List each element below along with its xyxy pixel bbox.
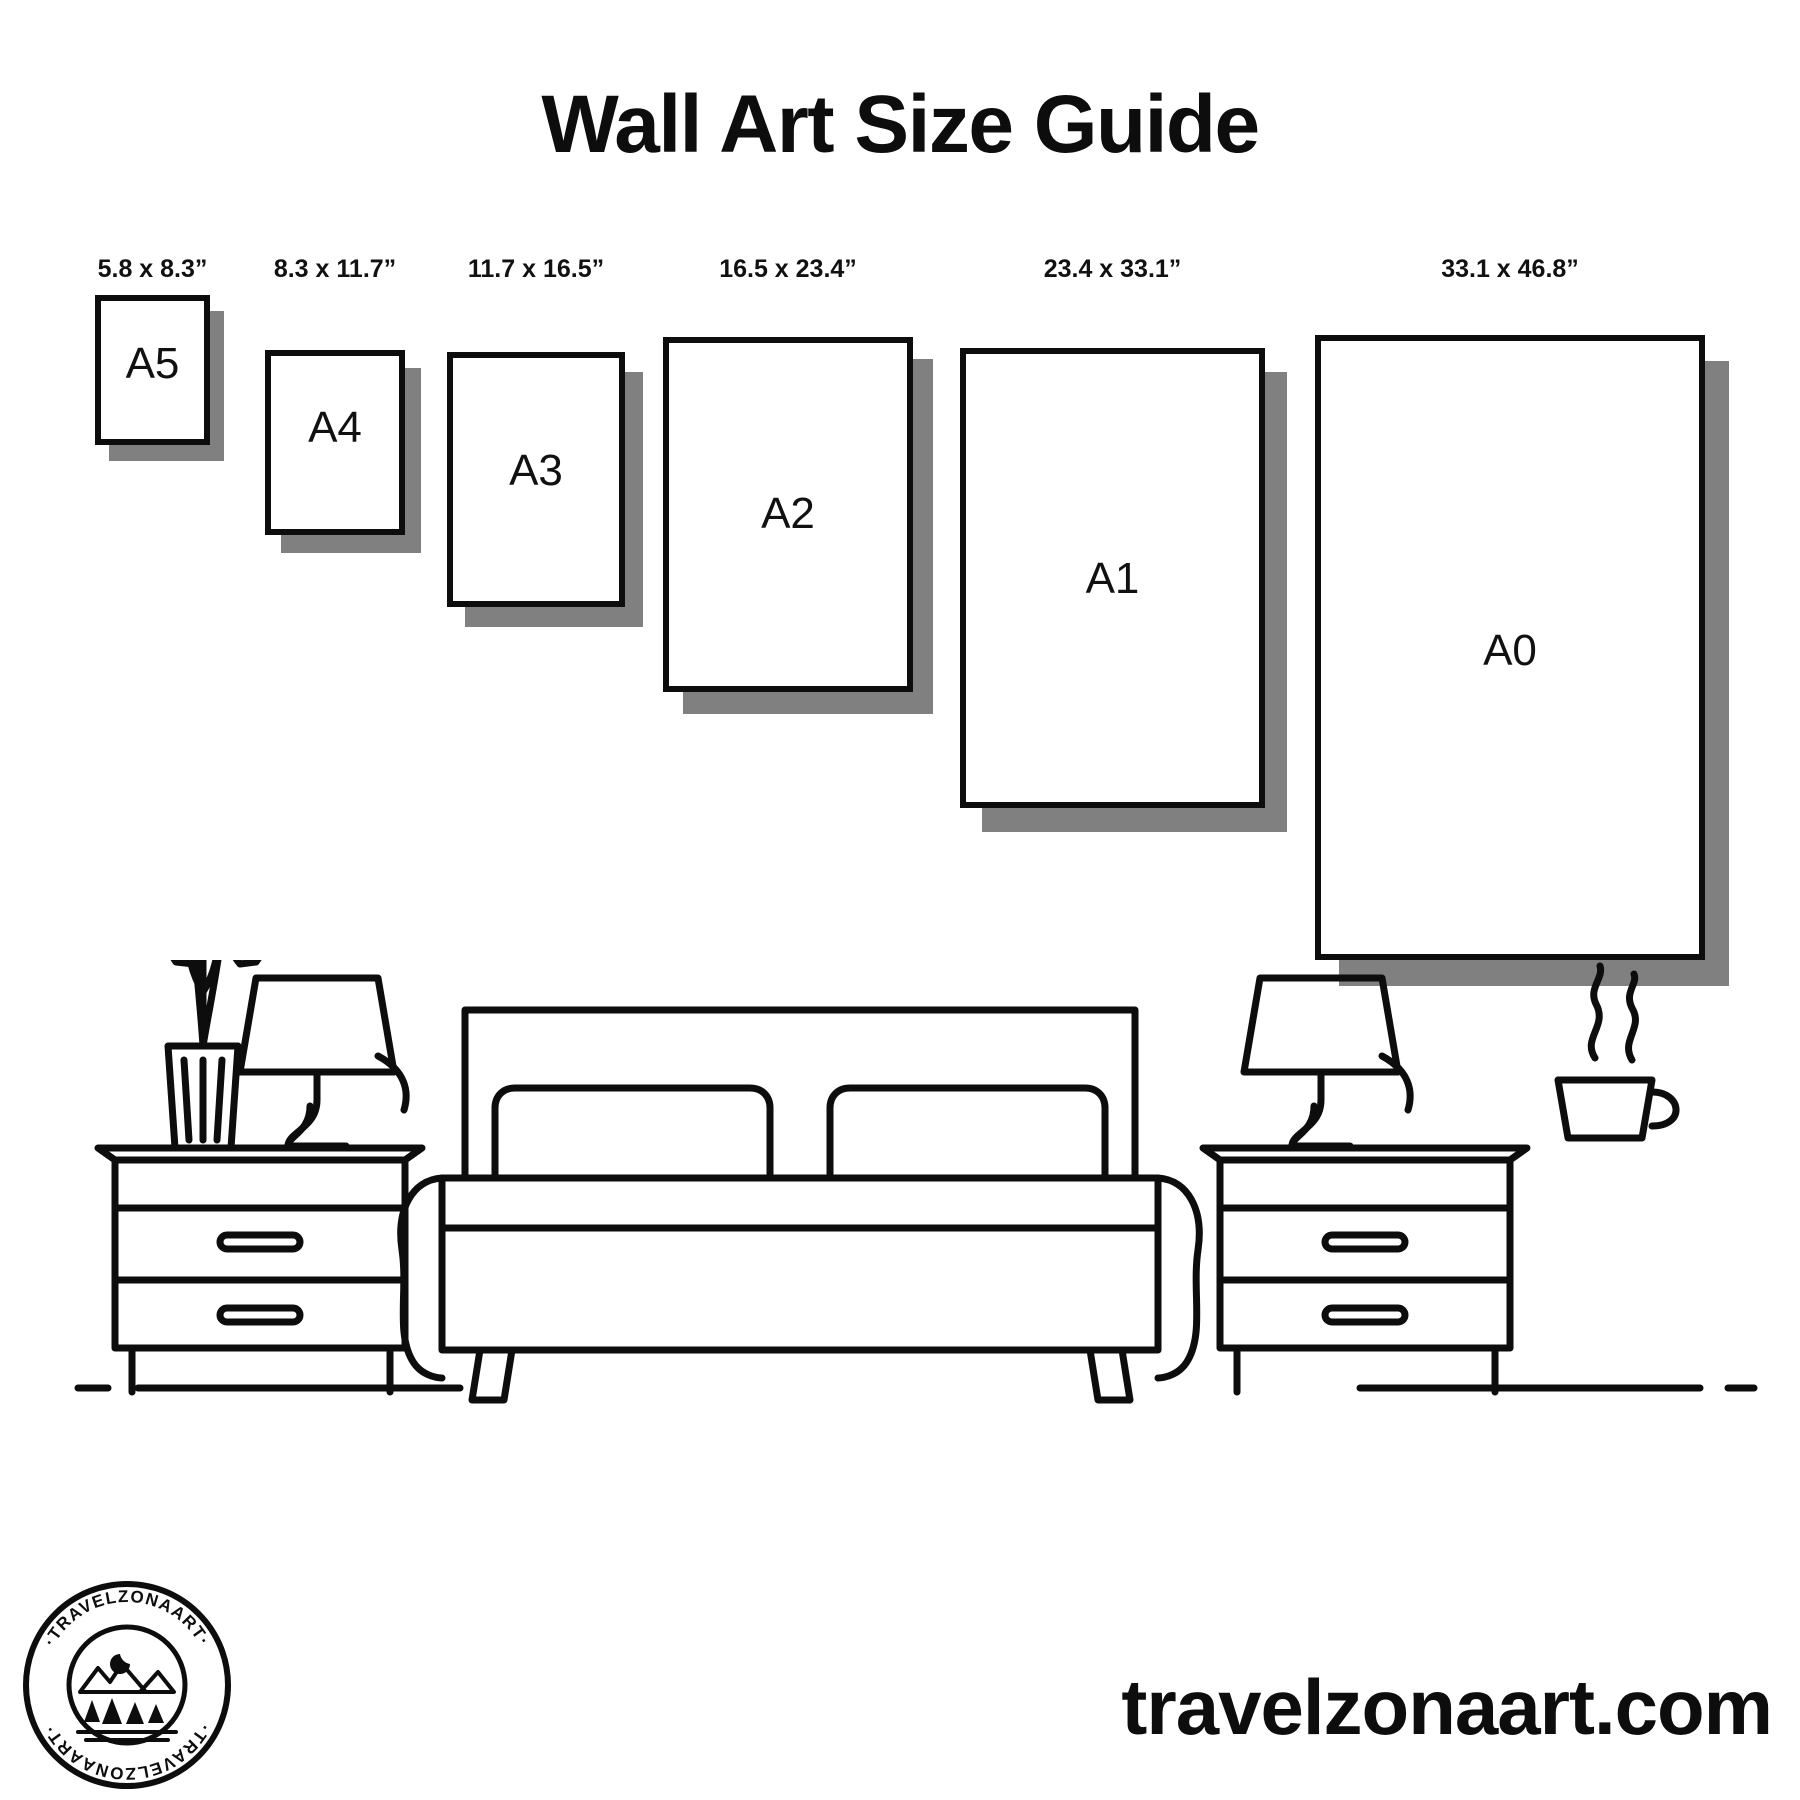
frame-group-a5[interactable] xyxy=(95,255,210,445)
frame-dimensions-a4: 8.3 x 11.7” xyxy=(273,255,397,283)
logo-bottom-text: ·TRAVELZONAART· xyxy=(39,1720,215,1784)
frame-group-a4[interactable] xyxy=(265,255,405,535)
nightstand-left xyxy=(98,1148,422,1392)
frame-group-a2[interactable] xyxy=(663,255,913,692)
frame-label-a2: A2 xyxy=(761,489,815,538)
frame-box-a0[interactable] xyxy=(1315,335,1705,960)
frame-dimensions-a3: 11.7 x 16.5” xyxy=(467,255,605,283)
bed xyxy=(401,1010,1199,1400)
frame-label-a1: A1 xyxy=(1085,554,1140,603)
website-url[interactable]: travelzonaart.com xyxy=(1121,1663,1772,1751)
frame-dimensions-a0: 33.1 x 46.8” xyxy=(1441,255,1579,283)
frame-dimensions-a1: 23.4 x 33.1” xyxy=(1043,255,1182,283)
table-lamp-right xyxy=(1244,978,1410,1146)
frame-label-a5: A5 xyxy=(125,339,180,388)
brand-logo[interactable] xyxy=(22,1580,232,1790)
bedroom-scene-illustration xyxy=(60,960,1760,1520)
page-title: Wall Art Size Guide xyxy=(541,79,1259,170)
frame-label-a4-text: A4 xyxy=(308,403,362,452)
coffee-cup xyxy=(1558,966,1676,1138)
frame-box-a4[interactable] xyxy=(265,350,405,535)
frame-box-a5[interactable] xyxy=(95,295,210,445)
table-lamp-left xyxy=(240,978,406,1146)
nightstand-right xyxy=(1203,1148,1527,1392)
frame-box-a1[interactable] xyxy=(960,348,1265,808)
frame-dimensions-a2: 16.5 x 23.4” xyxy=(719,255,857,283)
frame-box-a2[interactable] xyxy=(663,337,913,692)
frame-label-a3: A3 xyxy=(509,446,563,495)
frame-box-a3[interactable] xyxy=(447,352,625,607)
frame-dimensions-a5: 5.8 x 8.3” xyxy=(97,255,208,283)
logo-top-text: ·TRAVELZONAART· xyxy=(39,1586,215,1650)
frame-group-a3[interactable] xyxy=(447,255,625,607)
svg-text:·TRAVELZONAART· xyxy=(40,1587,214,1649)
frame-label-a0: A0 xyxy=(1483,626,1537,675)
logo-emblem xyxy=(69,1627,185,1743)
frame-group-a1[interactable] xyxy=(960,255,1265,808)
frame-group-a0[interactable] xyxy=(1315,255,1705,960)
